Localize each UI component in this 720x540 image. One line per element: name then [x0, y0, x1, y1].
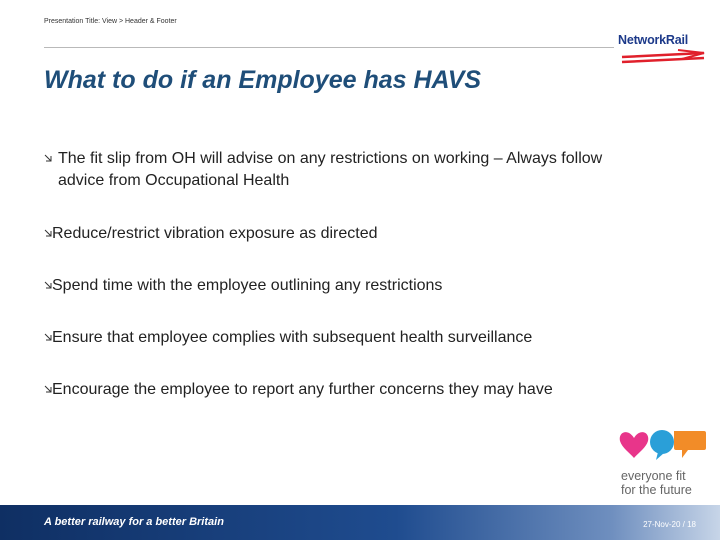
- bullet-item: [44, 223, 378, 245]
- footer-bar: [0, 505, 720, 540]
- speech-hearts-icon: [618, 428, 708, 468]
- bullet-text: Spend time with the employee outlining any restrictions: [52, 277, 443, 294]
- bullet-text: Encourage the employee to report any further concerns they may have: [52, 381, 553, 398]
- campaign-line-1: everyone fit: [621, 469, 686, 483]
- bullet-arrow-icon: [44, 229, 53, 238]
- header-divider: [44, 47, 614, 48]
- campaign-line-2: for the future: [621, 483, 692, 497]
- bullet-arrow-icon: [44, 154, 53, 163]
- bullet-item: [44, 379, 604, 401]
- logo-wordmark: NetworkRail: [618, 33, 689, 47]
- bullet-item: [44, 327, 532, 349]
- bullet-text: The fit slip from OH will advise on any restrictions on working – Always follow advice from Occupational Health: [58, 150, 603, 189]
- footer-date-page: 27-Nov-20 / 18: [643, 520, 696, 529]
- bullet-arrow-icon: [44, 385, 53, 394]
- bullet-item: [44, 275, 442, 297]
- slide-title: What to do if an Employee has HAVS: [44, 66, 482, 94]
- network-rail-logo: [618, 33, 708, 67]
- bullet-text: Ensure that employee complies with subsequent health surveillance: [52, 329, 533, 346]
- presentation-title-header: Presentation Title: View > Header & Footer: [44, 18, 177, 25]
- bullet-arrow-icon: [44, 281, 53, 290]
- logo-arrows-icon: [618, 47, 708, 67]
- bullet-arrow-icon: [44, 333, 53, 342]
- bullet-item: [44, 148, 604, 192]
- footer-slogan: A better railway for a better Britain: [44, 516, 224, 528]
- bullet-text: Reduce/restrict vibration exposure as directed: [52, 225, 378, 242]
- everyone-fit-logo: [618, 428, 714, 498]
